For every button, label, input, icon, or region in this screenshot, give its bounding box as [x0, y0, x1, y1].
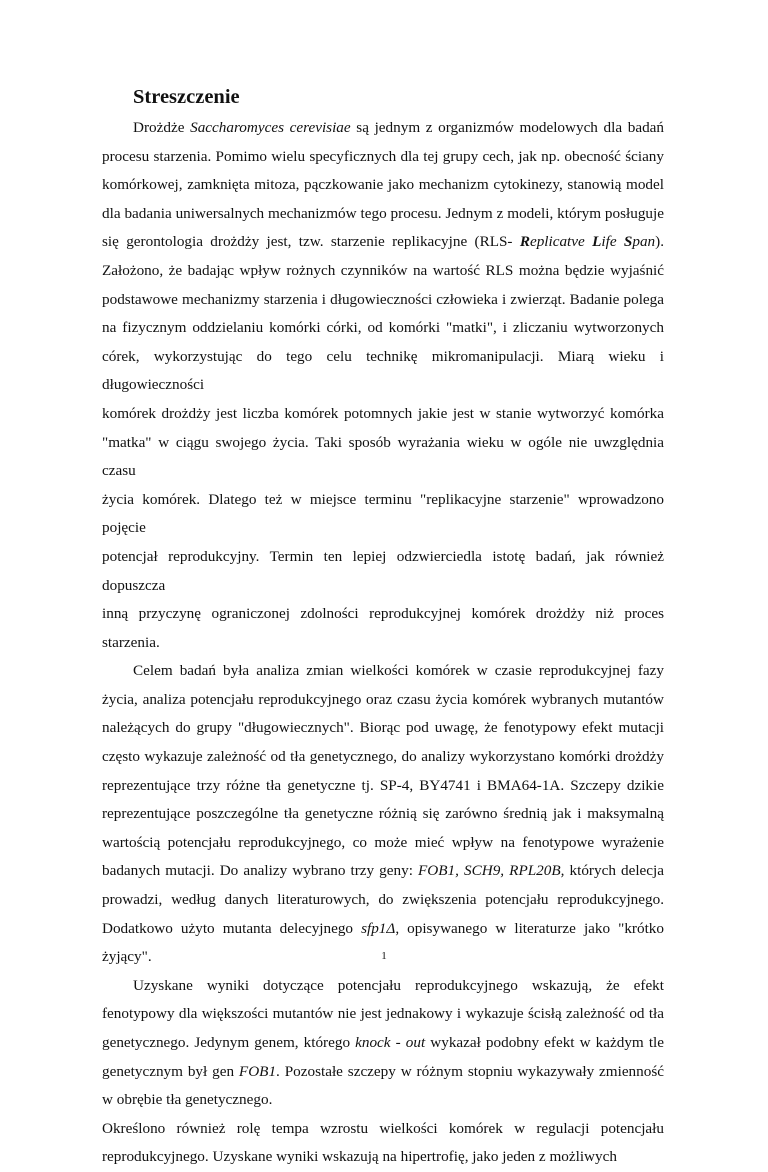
bold-italic-text: R	[519, 233, 530, 251]
text-run: . Pozostałe szczepy w różnym stopniu wykazywały zmienność	[276, 1062, 664, 1080]
paragraph	[102, 1115, 664, 1172]
text-line	[102, 200, 664, 229]
text-line	[102, 429, 664, 486]
text-run: reprezentujące trzy różne tła genetyczne tj. SP-4, BY4741 i BMA64-1A. Szczepy dzikie	[102, 776, 664, 794]
document-body	[102, 114, 664, 1172]
text-line	[102, 743, 664, 772]
text-line	[102, 657, 664, 686]
text-run: na fizycznym oddzielaniu komórki córki, od komórki "matki", i zliczaniu wytworzonych	[102, 319, 664, 337]
text-line	[102, 1086, 664, 1115]
text-run: inną przyczynę ograniczonej zdolności reprodukcyjnej komórek drożdży niż proces starzenia.	[102, 605, 664, 651]
text-run: reprezentujące poszczególne tła genetyczne różnią się zarówno średnią jak i maksymalną	[102, 805, 664, 823]
text-run: Drożdże	[133, 119, 191, 136]
text-line	[102, 600, 664, 657]
text-run: których delecja	[564, 862, 664, 880]
text-run: procesu starzenia. Pomimo wielu specyficznych dla tej grupy cech, jak np. obecność ściany	[102, 147, 664, 165]
italic-text: sfp1Δ	[361, 919, 396, 937]
text-run: genetycznym był gen	[102, 1062, 239, 1080]
text-run: wykazał podobny efekt w każdym tle	[425, 1034, 664, 1051]
text-run: komórkowej, zamknięta mitoza, pączkowanie jako mechanizm cytokinezy, stanowią model	[102, 176, 664, 194]
text-line	[102, 1029, 664, 1058]
text-run: "matka" w ciągu swojego życia. Taki sposób wyrażania wieku w ogóle nie uwzględnia czasu	[102, 433, 664, 480]
text-run: wartością potencjału reprodukcyjnego, co może mieć wpływ na fenotypowe wyrażenie	[102, 833, 664, 851]
text-line	[102, 886, 664, 915]
text-line	[102, 800, 664, 829]
italic-text: eplicatve	[529, 233, 593, 251]
bold-italic-text: S	[623, 233, 633, 251]
text-run: życia, analiza potencjału reprodukcyjnego oraz czasu życia komórek wybranych mutantów	[102, 690, 664, 708]
text-run: życia komórek. Dlatego też w miejsce terminu "replikacyjne starzenie" wprowadzono pojęcie	[102, 490, 664, 537]
text-line	[102, 972, 664, 1001]
text-line	[102, 343, 664, 400]
page-number: 1	[381, 950, 387, 962]
italic-text: FOB1	[238, 1062, 277, 1080]
text-run: córek, wykorzystując do tego celu technikę mikromanipulacji. Miarą wieku i długowieczności	[102, 347, 664, 394]
paragraph	[102, 972, 664, 1115]
text-line	[102, 143, 664, 172]
text-run: są jednym z organizmów modelowych dla badań	[350, 119, 665, 136]
text-run: Określono również rolę tempa wzrostu wielkości komórek w regulacji potencjału	[102, 1119, 664, 1137]
text-run: Dodatkowo użyto mutanta delecyjnego	[102, 919, 362, 937]
text-line	[102, 829, 664, 858]
text-line	[102, 257, 664, 286]
text-run: podstawowe mechanizmy starzenia i długowieczności człowieka i zwierząt. Badanie polega	[102, 290, 664, 308]
text-run: Założono, że badając wpływ rożnych czynników na wartość RLS można będzie wyjaśnić	[102, 261, 664, 279]
text-run: , opisywanego w literaturze jako "krótko	[395, 919, 664, 937]
text-line	[102, 286, 664, 315]
text-run: prowadzi, według danych literaturowych, do zwiększenia potencjału reprodukcyjnego.	[102, 891, 664, 909]
text-run: fenotypowy dla większości mutantów nie jest jednakowy i wykazuje ścisłą zależność od tła	[102, 1005, 664, 1023]
paragraph	[102, 114, 664, 657]
text-line	[102, 543, 664, 600]
text-line	[102, 1143, 664, 1172]
text-run: badanych mutacji. Do analizy wybrano trzy geny:	[102, 862, 419, 880]
text-run: się gerontologia drożdży jest, tzw. starzenie replikacyjne (RLS-	[102, 233, 520, 251]
text-line	[102, 1000, 664, 1029]
text-line	[102, 1058, 664, 1087]
text-run: komórek drożdży jest liczba komórek potomnych jakie jest w stanie wytworzyć komórka	[102, 404, 664, 422]
page-title: Streszczenie	[133, 86, 240, 108]
text-run: ).	[655, 233, 664, 251]
text-line	[102, 486, 664, 543]
text-line	[102, 228, 664, 257]
italic-text: Saccharomyces cerevisiae	[190, 119, 351, 136]
text-run: Uzyskane wyniki dotyczące potencjału reprodukcyjnego wskazują, że efekt	[133, 976, 664, 994]
text-line	[102, 915, 664, 944]
text-line	[102, 714, 664, 743]
text-run: w obrębie tła genetycznego.	[102, 1091, 273, 1109]
paragraph	[102, 657, 664, 972]
text-run: żyjący".	[102, 948, 152, 966]
italic-text: pan	[632, 233, 656, 251]
italic-text: FOB1, SCH9, RPL20B,	[418, 862, 565, 880]
text-run: dla badania uniwersalnych mechanizmów tego procesu. Jednym z modeli, którym posługuje	[102, 204, 664, 222]
text-line	[102, 772, 664, 801]
text-line	[102, 114, 664, 143]
italic-text: ife	[601, 233, 624, 251]
text-line	[102, 314, 664, 343]
text-line	[102, 171, 664, 200]
text-run: reprodukcyjnego. Uzyskane wyniki wskazują na hipertrofię, jako jeden z możliwych	[102, 1148, 617, 1166]
text-line	[102, 1115, 664, 1144]
text-run: genetycznego. Jedynym genem, którego	[102, 1034, 356, 1051]
bold-italic-text: L	[592, 233, 602, 251]
text-run: często wykazuje zależność od tła genetycznego, do analizy wykorzystano komórki drożdży	[102, 748, 664, 766]
text-line	[102, 857, 664, 886]
text-run: Celem badań była analiza zmian wielkości komórek w czasie reprodukcyjnej fazy	[133, 662, 664, 680]
text-line	[102, 686, 664, 715]
text-run: należących do grupy "długowiecznych". Biorąc pod uwagę, że fenotypowy efekt mutacji	[102, 719, 664, 737]
italic-text: knock - out	[355, 1034, 426, 1051]
text-run: potencjał reprodukcyjny. Termin ten lepiej odzwierciedla istotę badań, jak również dopuszcza	[102, 547, 664, 594]
text-line	[102, 400, 664, 429]
